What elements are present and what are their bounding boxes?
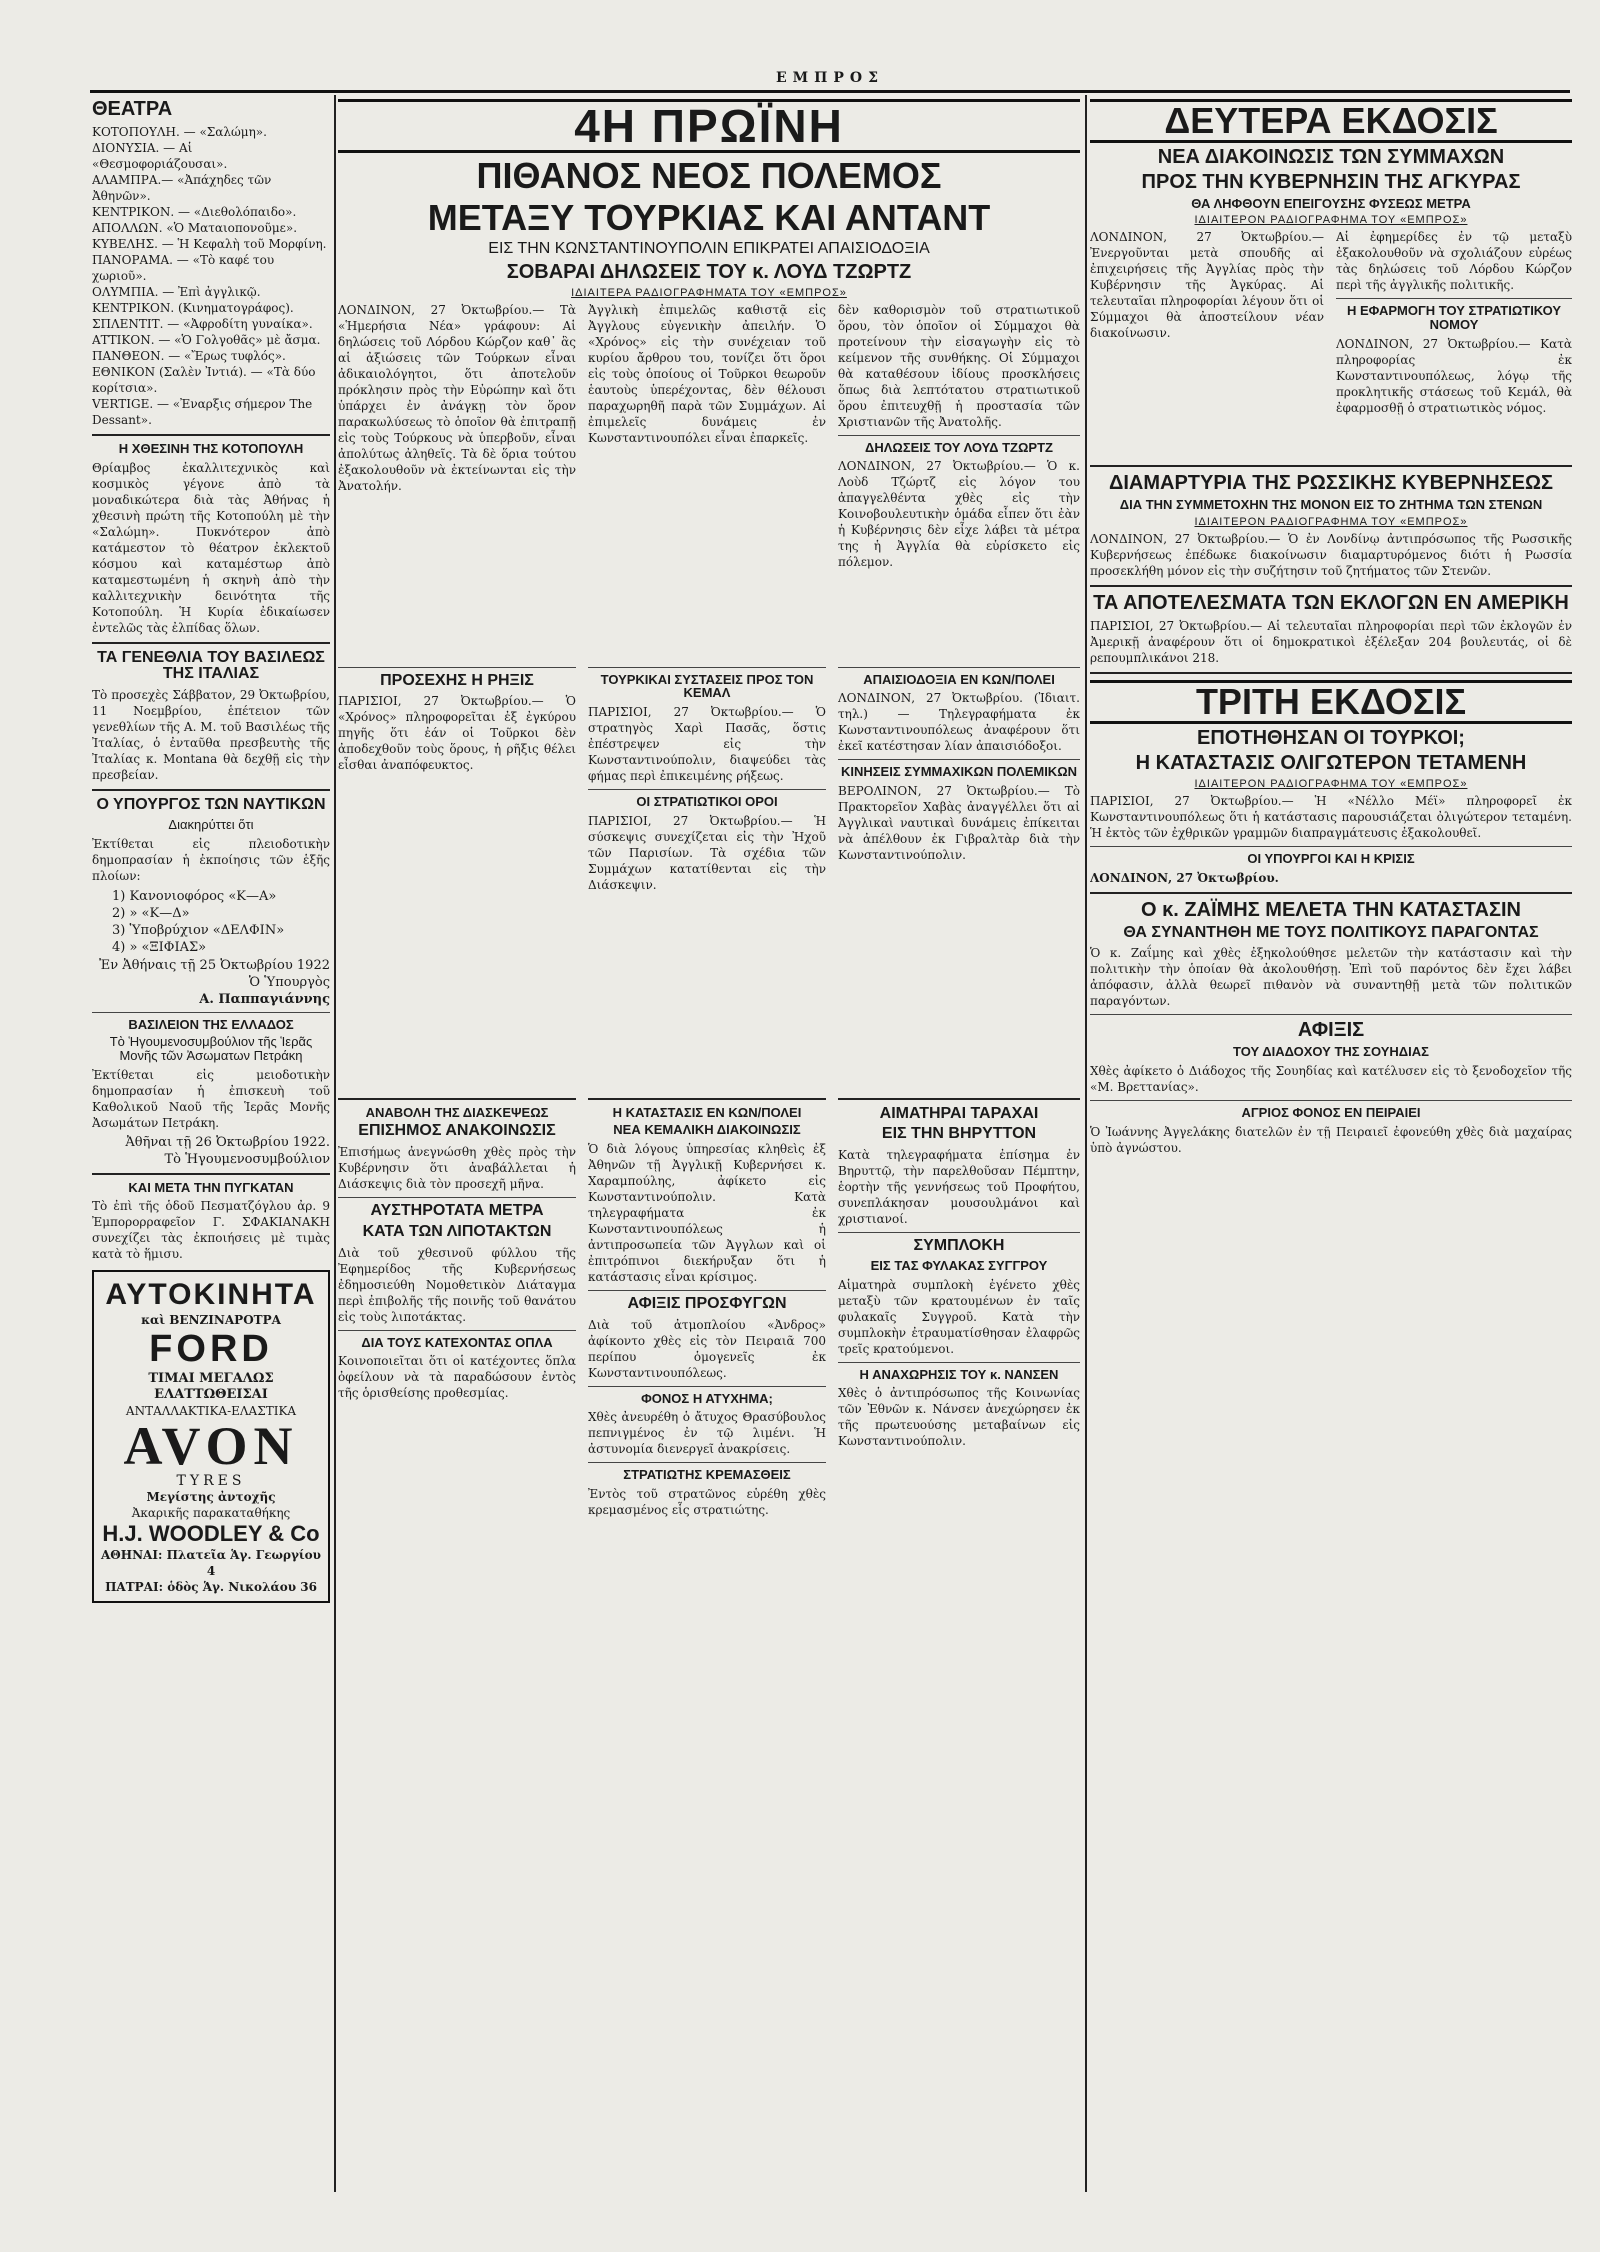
strict-text: Διὰ τοῦ χθεσινοῦ φύλλου τῆς Ἐφημερίδος τῆς Κυβερνήσεως ἐδημοσιεύθη Νομοθετικὸν Διάταγμα περὶ ἐπιβολῆς τῆς ποινῆς τοῦ θανάτου εἰς τοὺς λιποτάκτας.: [338, 1245, 576, 1324]
theatre-item: ΣΠΛΕΝΤΙΤ. — «Ἀφροδίτη γυναίκα».: [92, 317, 313, 331]
pessimism-title: ΑΠΑΙΣΙΟΔΟΞΙΑ ΕΝ ΚΩΝ/ΠΟΛΕΙ: [863, 671, 1055, 687]
kingdom-title: ΒΑΣΙΛΕΙΟΝ ΤΗΣ ΕΛΛΑΔΟΣ: [128, 1016, 294, 1032]
zaimis-subtitle: ΘΑ ΣΥΝΑΝΤΗΘΗ ΜΕ ΤΟΥΣ ΠΟΛΙΤΙΚΟΥΣ ΠΑΡΑΓΟΝΤΑΣ: [1123, 923, 1539, 941]
kemal-title: ΤΟΥΡΚΙΚΑΙ ΣΥΣΤΑΣΕΙΣ ΠΡΟΣ ΤΟΝ ΚΕΜΑΛ: [600, 671, 814, 701]
piraeus-title: ΑΓΡΙΟΣ ΦΟΝΟΣ ΕΝ ΠΕΙΡΑΙΕΙ: [1241, 1104, 1421, 1120]
russia-subtitle: ΔΙΑ ΤΗΝ ΣΥΜΜΕΤΟΧΗΝ ΤΗΣ ΜΟΝΟΝ ΕΙΣ ΤΟ ΖΗΤΗΜΑ ΤΩΝ ΣΤΕΝΩΝ: [1119, 497, 1543, 513]
pessimism-text: ΛΟΝΔΙΝΟΝ, 27 Ὀκτωβρίου. (Ἰδιαιτ. τηλ.) — Τηλεγραφήματα ἐκ Κωνσταντινουπόλεως ἀναφέρουν ὅτι ἐκεῖ κατέστησαν λίαν ἀπαισιόδοξοι.: [838, 691, 1080, 754]
theatre-item: ΑΛΑΜΠΡΑ.— «Ἀπάχηδες τῶν Ἀθηνῶν».: [92, 173, 272, 203]
theatre-item: ΠΑΝΟΡΑΜΑ. — «Τὸ καφέ του χωριοῦ».: [92, 253, 275, 283]
refugees-title: ΑΦΙΞΙΣ ΠΡΟΣΦΥΓΩΝ: [627, 1294, 787, 1312]
theatre-list: [92, 124, 330, 428]
jail-subtitle: ΕΙΣ ΤΑΣ ΦΥΛΑΚΑΣ ΣΥΓΓΡΟΥ: [870, 1258, 1048, 1274]
terms-title: ΟΙ ΣΤΡΑΤΙΩΤΙΚΟΙ ΟΡΟΙ: [636, 793, 778, 809]
ad-firm: H.J. WOODLEY & Co: [102, 1521, 320, 1547]
navy-title: Ο ΥΠΟΥΡΓΟΣ ΤΩΝ ΝΑΥΤΙΚΩΝ: [96, 796, 326, 814]
theatre-item: ΚΕΝΤΡΙΚΟΝ. — «Διεθολόπαιδο».: [92, 205, 297, 219]
turks-source: ΙΔΙΑΙΤΕΡΟΝ ΡΑΔΙΟΓΡΑΦΗΜΑ ΤΟΥ «ΕΜΠΡΟΣ»: [1194, 777, 1468, 790]
column-rule: [334, 95, 336, 2192]
theatre-item: ΑΤΤΙΚΟΝ. — «Ὁ Γολγοθᾶς» μὲ ἄσμα.: [92, 333, 321, 347]
martial-law-text: ΛΟΝΔΙΝΟΝ, 27 Ὀκτωβρίου.— Κατὰ πληροφορίας ἐκ Κωνσταντινουπόλεως, λόγῳ τῆς προκλητικῆς στάσεως τοῦ Κεμάλ, θὰ ἐφαρμοσθῇ ὁ στρατιωτικὸς νόμος.: [1336, 336, 1572, 415]
kotopouli-text: Θρίαμβος ἐκαλλιτεχνικὸς καὶ κοσμικὸς γέγονε ἀπὸ τὰ μοναδικώτερα διὰ τὰς Ἀθήνας ἡ χθεσινὴ πρώτη τῆς Κοτοπούλη μὲ τὴν «Σαλώμη». Πυκνότερον ἀπὸ κατάμεστον τὸ θέατρον ἐκλεκτοῦ κόσμου καὶ καταμέστωρ ἀπὸ καταμεστωμένη ἡ σκηνὴ ἀπὸ τὴν καλλιτεχνικὴν δεινότητα τῆς Κοτοπούλη. Ἡ Κυρία ἐδικαίωσεν ἐντελῶς τὰς ἐλπίδας ὅλων.: [92, 460, 330, 635]
ad-line-7: ΑΘΗΝΑΙ: Πλατεῖα Ἁγ. Γεωργίου 4: [100, 1548, 322, 1579]
ad-line-1: ΑΥΤΟΚΙΝΗΤΑ: [105, 1278, 317, 1312]
weapons-title: ΔΙΑ ΤΟΥΣ ΚΑΤΕΧΟΝΤΑΣ ΟΠΛΑ: [361, 1334, 553, 1350]
main-story-col-3-wrap: [838, 302, 1080, 575]
strict-subtitle: ΚΑΤΑ ΤΩΝ ΛΙΠΟΤΑΚΤΩΝ: [362, 1222, 552, 1240]
third-edition-title: ΤΡΙΤΗ ΕΚΔΟΣΙΣ: [1090, 680, 1572, 724]
kotopouli-title: Η ΧΘΕΣΙΝΗ ΤΗΣ ΚΟΤΟΠΟΥΛΗ: [118, 441, 304, 456]
rupture-title: ΠΡΟΣΕΧΗΣ Η ΡΗΞΙΣ: [380, 671, 534, 689]
lower-col-2: [588, 1092, 826, 1522]
soldier-title: ΣΤΡΑΤΙΩΤΗΣ ΚΡΕΜΑΣΘΕΙΣ: [623, 1467, 791, 1483]
main-headline-3: ΕΙΣ ΤΗΝ ΚΩΝΣΤΑΝΤΙΝΟΥΠΟΛΙΝ ΕΠΙΚΡΑΤΕΙ ΑΠΑΙΣΙΟΔΟΞΙΑ: [488, 239, 930, 257]
theatre-item: ΔΙΟΝΥΣΙΑ. — Αἱ «Θεσμοφοριάζουσαι».: [92, 141, 228, 171]
allies-headline-1: ΝΕΑ ΔΙΑΚΟΙΝΩΣΙΣ ΤΩΝ ΣΥΜΜΑΧΩΝ: [1157, 145, 1505, 168]
kingdom-text: Ἐκτίθεται εἰς μειοδοτικὴν δημοπρασίαν ἡ ἐπισκευὴ τοῦ Καθολικοῦ Ναοῦ τῆς Ἱερᾶς Μονῆς Ἀσωμάτων Πετράκη.: [92, 1067, 330, 1130]
theatre-item: ΕΘΝΙΚΟΝ (Σαλὲν Ἰντιά). — «Τὰ δύο κορίτσια».: [92, 365, 316, 395]
nansen-text: Χθὲς ὁ ἀντιπρόσωπος τῆς Κοινωνίας τῶν Ἐθνῶν κ. Νάνσεν ἀνεχώρησεν ἐκ τῆς πρωτευούσης μεταβαίνων εἰς Κωνσταντινούπολιν.: [838, 1386, 1080, 1449]
navy-list: [92, 888, 330, 956]
main-headline-4: ΣΟΒΑΡΑΙ ΔΗΛΩΣΕΙΣ ΤΟΥ κ. ΛΟΥΔ ΤΖΩΡΤΖ: [506, 260, 912, 283]
edition-title: 4Η ΠΡΩΪΝΗ: [338, 99, 1080, 153]
lower-col-3: [838, 1092, 1080, 1454]
rupture-text: ΠΑΡΙΣΙΟΙ, 27 Ὀκτωβρίου.— Ὁ «Χρόνος» πληροφορεῖται ἐξ ἐγκύρου πηγῆς ὅτι ἐάν οἱ Τοῦρκοι δὲν ἀποδεχθοῦν τοὺς ὅρους, ἡ ρῆξις θέλει εἶσθαι ἀναπόφευκτος.: [338, 694, 576, 773]
blood-title: ΑΙΜΑΤΗΡΑΙ ΤΑΡΑΧΑΙ: [879, 1104, 1039, 1122]
main-headline-5: ΙΔΙΑΙΤΕΡΑ ΡΑΔΙΟΓΡΑΦΗΜΑΤΑ ΤΟΥ «ΕΜΠΡΟΣ»: [571, 286, 847, 299]
center-column: [338, 95, 1080, 2192]
main-story-col-2: Ἀγγλικὴ ἐπιμελῶς καθιστᾷ εἰς Ἀγγλους εὐγενικὴν ἀπειλήν. Ὁ «Χρόνος» εἰς τὴν συνέχειαν τοῦ κυρίου ἄρθρου του, τονίζει ὅτι ὅροι εἰς τοὺς ὁποίους οἱ Τοῦρκοι θεωροῦν ἑαυτοὺς ὑπερέχοντας, δὲν θέλουσι παραχωρηθῆ παρὰ τῶν Συμμάχων. Αἱ ἐπιμελεῖς δυνάμεις ἐν Κωνσταντινουπόλει εἶναι ἐπαρκεῖς.: [588, 302, 826, 445]
navy-text: Ἐκτίθεται εἰς πλειοδοτικὴν δημοπρασίαν ἡ ἐκποίησις τῶν ἑξῆς πλοίων:: [92, 836, 330, 883]
ad-line-6: Ἀκαρικῆς παρακαταθήκης: [131, 1506, 291, 1521]
ad-avon: AVON: [123, 1416, 299, 1477]
jail-text: Αἱματηρὰ συμπλοκὴ ἐγένετο χθὲς μεταξὺ τῶν κρατουμένων ἐν ταῖς φυλακαῖς Συγγροῦ. Κατὰ τὴν συμπλοκὴν ἐτραυματίσθησαν ἐλαφρῶς τρεῖς κρατούμενοι.: [838, 1277, 1080, 1356]
zaimis-text: Ὁ κ. Ζαΐμης καὶ χθὲς ἐξηκολούθησε μελετῶν τὴν κατάστασιν καὶ τὴν πολιτικὴν τὴν ὁποίαν θὰ ἀκολουθήσῃ. Ἐπὶ τοῦ παρόντος δὲν ἔχει λάβει ἀπόφασιν, ἀλλὰ θεωρεῖ πιθανὸν νὰ συναντηθῇ μετὰ τῶν πολιτικῶν παραγόντων.: [1090, 946, 1572, 1009]
crisis-title: ΟΙ ΥΠΟΥΡΓΟΙ ΚΑΙ Η ΚΡΙΣΙΣ: [1247, 850, 1415, 866]
middle-col-3: [838, 662, 1080, 867]
theatre-item: ΟΛΥΜΠΙΑ. — Ἐπὶ ἀγγλικῷ.: [92, 285, 261, 299]
theatre-item: ΚΥΒΕΛΗΣ. — Ἡ Κεφαλὴ τοῦ Μορφίνη.: [92, 237, 327, 251]
main-headline-1: ΠΙΘΑΝΟΣ ΝΕΟΣ ΠΟΛΕΜΟΣ: [476, 155, 942, 197]
main-story-col-3: δὲν καθορισμὸν τοῦ στρατιωτικοῦ ὅρου, τὸν ὁποῖον οἱ Σύμμαχοι θὰ προτείνουν τὴν εἰσαγωγὴν εἰς τὸ κείμενον τῆς συνθήκης. Οἱ Σύμμαχοι θὰ καταθέσουν ἰδίους προσκλήσεις ὅπως διὰ λεπτότατου στρατιωτικοῦ ὅρου ἐπιτευχθῇ ἡ προστασία τῶν Χριστιανῶν τῆς Ἀνατολῆς.: [838, 302, 1080, 429]
murder-title: ΦΟΝΟΣ Η ΑΤΥΧΗΜΑ;: [641, 1390, 773, 1406]
refugees-text: Διὰ τοῦ ἀτμοπλοίου «Ἀνδρος» ἀφίκοντο χθὲς εἰς τὸν Πειραιᾶ 700 περίπου ὁμογενεῖς ἐκ Κωνσταντινουπόλεως.: [588, 1317, 826, 1380]
kpoli-text: Ὁ διὰ λόγους ὑπηρεσίας κληθεὶς ἐξ Ἀθηνῶν τῇ Ἀγγλικῇ Κυβερνήσει κ. Χαραμπούλης, ἀφίκετο εἰς Κωνσταντινούπολιν. Κατὰ τηλεγραφήματα ἐκ Κωνσταντινουπόλεως ἡ ἀντιπροσωπεία τῶν Ἀγγλων καὶ οἱ ἐπιτρόπινοι διεκήρυξαν ὅτι ἡ κατάστασις εἶναι κρίσιμος.: [588, 1141, 826, 1284]
middle-col-2: [588, 662, 826, 897]
main-story: [338, 302, 1080, 662]
murder-text: Χθὲς ἀνευρέθη ὁ ἄτυχος Θρασύβουλος πεπνιγμένος ἐν τῷ λιμένι. Ἡ ἀστυνομία διενεργεῖ ἀνακρίσεις.: [588, 1410, 826, 1457]
piraeus-text: Ὁ Ἰωάννης Ἀγγελάκης διατελῶν ἐν τῇ Πειραιεῖ ἐφονεύθη χθὲς διὰ μαχαίρας ὑπὸ ἀγνώστου.: [1090, 1124, 1572, 1155]
kingdom-subtitle: Τὸ Ἡγουμενοσυμβούλιον τῆς Ἱερᾶς Μονῆς τῶν Ἀσωματων Πετράκη: [109, 1034, 313, 1063]
zaimis-title: Ο κ. ΖΑΪΜΗΣ ΜΕΛΕΤΑ ΤΗΝ ΚΑΤΑΣΤΑΣΙΝ: [1141, 898, 1521, 921]
lower-stories: [338, 1092, 1080, 1992]
kingdom-signature: Τὸ Ἡγουμενοσυμβούλιον: [164, 1151, 330, 1167]
pigkatan-title: ΚΑΙ ΜΕΤΑ ΤΗΝ ΠΥΓΚΑΤΑΝ: [128, 1179, 294, 1195]
theatre-item: VERTIGE. — «Ἐναρξις σήμερον The Dessant».: [92, 397, 313, 427]
birthday-text: Τὸ προσεχὲς Σάββατον, 29 Ὀκτωβρίου, 11 Νοεμβρίου, ἑπέτειον τῶν γενεθλίων τῆς Α. Μ. τοῦ Βασιλέως τῆς Ἰταλίας, ὁ ἐνταῦθα πρεσβευτὴς τῆς Ἰταλίας κ. Montana θὰ δεχθῇ εἰς τὴν πρεσβείαν.: [92, 688, 330, 783]
ad-line-5: Μεγίστης ἀντοχῆς: [146, 1490, 276, 1505]
kemal-text: ΠΑΡΙΣΙΟΙ, 27 Ὀκτωβρίου.— Ὁ στρατηγὸς Χαρὶ Πασᾶς, ὅστις ἐπέστρεψεν εἰς τὴν Κωνσταντινούπολιν, διαψεύδει τὰς φήμας περὶ ἐπικειμένης ρήξεως.: [588, 704, 826, 783]
sweden-subtitle: ΤΟΥ ΔΙΑΔΟΧΟΥ ΤΗΣ ΣΟΥΗΔΙΑΣ: [1233, 1044, 1429, 1060]
pigkatan-text: Τὸ ἐπὶ τῆς ὁδοῦ Πεσματζόγλου ἀρ. 9 Ἐμπορορραφεῖον Γ. ΣΦΑΚΙΑΝΑΚΗ συνεχίζει τὰς ἐκποιήσεις μὲ τιμὰς κατὰ τὸ ἥμισυ.: [92, 1199, 330, 1262]
blood-subtitle: ΕΙΣ ΤΗΝ ΒΗΡΥΤΤΟΝ: [881, 1125, 1037, 1143]
navy-signature-title: Ὁ Ὑπουργὸς: [248, 974, 330, 990]
middle-stories: [338, 662, 1080, 1092]
jail-title: ΣΥΜΠΛΟΚΗ: [913, 1237, 1005, 1255]
turks-headline-2: Η ΚΑΤΑΣΤΑΣΙΣ ΟΛΙΓΩΤΕΡΟΝ ΤΕΤΑΜΕΝΗ: [1135, 751, 1527, 774]
theatre-item: ΠΑΝΘΕΟΝ. — «Ἔρως τυφλός».: [92, 349, 286, 363]
ls-text: ΛΟΝΔΙΝΟΝ, 27 Ὀκτωβρίου.— Ὁ κ. Λοὺδ Τζώρτζ εἰς λόγον του ἀπαγγελθέντα χθὲς εἰς τὴν Κοινοβουλευτικὴν ὁμάδα εἶπεν ὅτι ἐὰν ἡ Κυβέρνησις δὲν εἶχε λάβει τὰ μέτρα της ἡ Ἀγγλία θὰ εὑρίσκετο εἰς πόλεμον.: [838, 459, 1080, 570]
kpoli-title: Η ΚΑΤΑΣΤΑΣΙΣ ΕΝ ΚΩΝ/ΠΟΛΕΙ: [612, 1104, 802, 1120]
ford-advertisement: [92, 1270, 330, 1603]
strict-title: ΑΥΣΤΗΡΟΤΑΤΑ ΜΕΤΡΑ: [370, 1202, 544, 1220]
theatre-title: ΘΕΑΤΡΑ: [92, 98, 173, 120]
allies-story: [1090, 229, 1572, 459]
navy-list-item: 1) Κανονιοφόρος «Κ—Α»: [112, 888, 277, 904]
ls-title: ΔΗΛΩΣΕΙΣ ΤΟΥ ΛΟΥΔ ΤΖΩΡΤΖ: [865, 439, 1053, 455]
ad-line-2: καὶ ΒΕΝΖΙΝΑΡΟΤΡΑ: [141, 1313, 281, 1328]
column-rule: [1085, 95, 1087, 2192]
right-column: [1090, 95, 1572, 2192]
sweden-title: ΑΦΙΞΙΣ: [1297, 1019, 1365, 1042]
allies-text-2: Αἱ ἐφημερίδες ἐν τῷ μεταξὺ ἐξακολουθοῦν νὰ σχολιάζουν εὐρέως τὰς δηλώσεις τοῦ Λόρδου Κώρζον περὶ τῆς ἀγγλικῆς πολιτικῆς.: [1336, 230, 1572, 293]
ad-line-4: ΑΝΤΑΛΛΑΚΤΙΚΑ-ΕΛΑΣΤΙΚΑ: [125, 1404, 297, 1419]
ad-line-3: ΤΙΜΑΙ ΜΕΓΑΛΩΣ ΕΛΑΤΤΩΘΕΙΣΑΙ: [148, 1371, 274, 1403]
navy-subtitle: Διακηρύττει ὅτι: [168, 817, 254, 833]
martial-law-title: Η ΕΦΑΡΜΟΓΗ ΤΟΥ ΣΤΡΑΤΙΩΤΙΚΟΥ ΝΟΜΟΥ: [1346, 303, 1562, 333]
theatre-item: ΑΠΟΛΛΩΝ. «Ὁ Ματαιοπονοῦμε».: [92, 221, 298, 235]
allies-headline-2: ΠΡΟΣ ΤΗΝ ΚΥΒΕΡΝΗΣΙΝ ΤΗΣ ΑΓΚΥΡΑΣ: [1141, 170, 1521, 193]
nansen-title: Η ΑΝΑΧΩΡΗΣΙΣ ΤΟΥ κ. ΝΑΝΣΕΝ: [859, 1366, 1059, 1382]
allies-headline-4: ΙΔΙΑΙΤΕΡΟΝ ΡΑΔΙΟΓΡΑΦΗΜΑ ΤΟΥ «ΕΜΠΡΟΣ»: [1194, 214, 1468, 227]
kpoli-subtitle: ΝΕΑ ΚΕΜΑΛΙΚΗ ΔΙΑΚΟΙΝΩΣΙΣ: [613, 1122, 801, 1138]
navy-signature: Α. Παππαγιάννης: [199, 991, 330, 1007]
lower-col-1: [338, 1092, 576, 1406]
naval-text: ΒΕΡΟΛΙΝΟΝ, 27 Ὀκτωβρίου.— Τὸ Πρακτορεῖον Χαβὰς ἀναγγέλλει ὅτι αἱ Ἀγγλικαὶ ναυτικαὶ δυνάμεις ἐπίκειται νὰ ἀπέλθουν ἐκ Γιβραλτὰρ διὰ τὴν Κωνσταντινούπολιν.: [838, 783, 1080, 862]
navy-list-item: 3) Ὑποβρύχιον «ΔΕΛΦΙΝ»: [112, 922, 285, 938]
navy-list-item: 4) » «ΞΙΦΙΑΣ»: [112, 939, 207, 955]
soldier-text: Ἐντὸς τοῦ στρατῶνος εὑρέθη χθὲς κρεμασμένος εἷς στρατιώτης.: [588, 1487, 826, 1518]
conference-subtitle: ΕΠΙΣΗΜΟΣ ΑΝΑΚΟΙΝΩΣΙΣ: [358, 1122, 556, 1140]
russia-title: ΔΙΑΜΑΡΤΥΡΙΑ ΤΗΣ ΡΩΣΣΙΚΗΣ ΚΥΒΕΡΝΗΣΕΩΣ: [1108, 472, 1554, 495]
us-elections-text: ΠΑΡΙΣΙΟΙ, 27 Ὀκτωβρίου.— Αἱ τελευταῖαι πληροφορίαι περὶ τῶν ἐκλογῶν ἐν Ἀμερικῇ ἀναφέρουν ὅτι οἱ δημοκρατικοὶ ἐξέλεξαν 204 βουλευτάς, οἱ δὲ ρεπουμπλικάνοι 218.: [1090, 619, 1572, 666]
sweden-text: Χθὲς ἀφίκετο ὁ Διάδοχος τῆς Σουηδίας καὶ κατέλυσεν εἰς τὸ ξενοδοχεῖον τῆς «Μ. Βρεττανίας».: [1090, 1063, 1572, 1094]
main-headline-2: ΜΕΤΑΞΥ ΤΟΥΡΚΙΑΣ ΚΑΙ ΑΝΤΑΝΤ: [427, 197, 991, 239]
second-edition-title: ΔΕΥΤΕΡΑ ΕΚΔΟΣΙΣ: [1090, 99, 1572, 143]
left-column: [92, 95, 330, 2192]
turks-headline-1: ΕΠΟΤΗΘΗΣΑΝ ΟΙ ΤΟΥΡΚΟΙ;: [1197, 726, 1465, 749]
kingdom-date: Ἀθῆναι τῇ 26 Ὀκτωβρίου 1922.: [125, 1134, 330, 1150]
blood-text: Κατὰ τηλεγραφήματα ἐπίσημα ἐν Βηρυττῷ, τὴν παρελθοῦσαν Πέμπτην, ἑορτὴν τῆς γεννήσεως τοῦ Προφήτου, συνεπλάκησαν μουσουλμάνοι καὶ χριστιανοί.: [838, 1148, 1080, 1227]
navy-date: Ἐν Ἀθήναις τῇ 25 Ὀκτωβρίου 1922: [99, 957, 330, 973]
ad-brand: FORD: [149, 1328, 273, 1371]
conference-text: Ἐπισήμως ἀνεγνώσθη χθὲς πρὸς τὴν Κυβέρνησιν ὅτι ἀναβάλλεται ἡ Διάσκεψις διὰ τὸν προσεχῆ μῆνα.: [338, 1145, 576, 1192]
terms-text: ΠΑΡΙΣΙΟΙ, 27 Ὀκτωβρίου.— Ἡ σύσκεψις συνεχίζεται εἰς τὴν Ἠχοῦ τῶν Παρισίων. Τὰ σχέδια τῶν Συμμάχων κατατίθενται εἰς τὴν Διάσκεψιν.: [588, 813, 826, 892]
ad-tyres: TYRES: [176, 1473, 246, 1490]
main-story-col-1: ΛΟΝΔΙΝΟΝ, 27 Ὀκτωβρίου.— Τὰ «Ἡμερήσια Νέα» γράφουν: Αἱ δηλώσεις τοῦ Λόρδου Κώρζον καθ᾽ ἃς αἱ ἀξιώσεις τῶν Τούρκων εἶναι ἀδικαιολόγητοι, ὅτι ἀποτελοῦν πρόκλησιν πρὸς τὴν Εὐρώπην καὶ ὅτι ὑπάρχει ἐν ἀνάγκῃ τὸν ὅρον παρακωλύσεως τὸ ὁποῖον θὰ ἐπιτραπῇ εἰς τοὺς Τούρκους νὰ ὑπερβοῦν, εἶναι ἀπολύτως ἀληθεῖς. Τὰ δὲ ὅρια τούτου ἐξακολουθοῦν νὰ ἐκτείνωνται εἰς τὴν Ἀνατολήν.: [338, 302, 576, 493]
masthead: ΕΜΠΡΟΣ: [90, 70, 1570, 93]
naval-title: ΚΙΝΗΣΕΙΣ ΣΥΜΜΑΧΙΚΩΝ ΠΟΛΕΜΙΚΩΝ: [840, 764, 1078, 780]
middle-col-1: [338, 662, 576, 778]
russia-text: ΛΟΝΔΙΝΟΝ, 27 Ὀκτωβρίου.— Ὁ ἐν Λονδίνῳ ἀντιπρόσωπος τῆς Ρωσσικῆς Κυβερνήσεως ἐπέδωκε διακοίνωσιν διαμαρτυρόμενος διότι ἡ Ρωσσία προσεκλήθη μόνον εἰς τὴν συζήτησιν τοῦ ζητήματος τῶν Στενῶν.: [1090, 532, 1572, 579]
ad-line-8: ΠΑΤΡΑΙ: ὁδὸς Ἁγ. Νικολάου 36: [105, 1580, 317, 1595]
allies-headline-3: ΘΑ ΛΗΦΘΟΥΝ ΕΠΕΙΓΟΥΣΗΣ ΦΥΣΕΩΣ ΜΕΤΡΑ: [1191, 195, 1471, 211]
turks-text: ΠΑΡΙΣΙΟΙ, 27 Ὀκτωβρίου.— Ἡ «Νέλλο Μέϊ» πληροφορεῖ ἐκ Κωνσταντινουπόλεως ὅτι ἡ κατάστασις παρουσιάζεται ὀλιγώτερον τεταμένη. Ἡ ἐκτὸς τῶν ἐχθρικῶν γραμμῶν διαπραγμάτευσις ἐξακολουθεῖ.: [1090, 793, 1572, 840]
conference-title: ΑΝΑΒΟΛΗ ΤΗΣ ΔΙΑΣΚΕΨΕΩΣ: [365, 1104, 549, 1120]
allies-right: [1336, 229, 1572, 419]
us-elections-title: ΤΑ ΑΠΟΤΕΛΕΣΜΑΤΑ ΤΩΝ ΕΚΛΟΓΩΝ ΕΝ ΑΜΕΡΙΚΗ: [1093, 592, 1569, 615]
theatre-item: ΚΟΤΟΠΟΥΛΗ. — «Σαλώμη».: [92, 125, 267, 139]
theatre-item: ΚΕΝΤΡΙΚΟΝ. (Κινηματογράφος).: [92, 301, 294, 315]
crisis-text: ΛΟΝΔΙΝΟΝ, 27 Ὀκτωβρίου.: [1090, 870, 1279, 885]
weapons-text: Κοινοποιεῖται ὅτι οἱ κατέχοντες ὅπλα ὀφείλουν νὰ τὰ παραδώσουν ἐντὸς τῆς ὁρισθείσης προθεσμίας.: [338, 1354, 576, 1401]
birthday-title: ΤΑ ΓΕΝΕΘΛΙΑ ΤΟΥ ΒΑΣΙΛΕΩΣ ΤΗΣ ΙΤΑΛΙΑΣ: [97, 648, 325, 683]
navy-list-item: 2) » «Κ—Δ»: [112, 905, 190, 921]
russia-source: ΙΔΙΑΙΤΕΡΟΝ ΡΑΔΙΟΓΡΑΦΗΜΑ ΤΟΥ «ΕΜΠΡΟΣ»: [1194, 516, 1468, 529]
allies-text-1: ΛΟΝΔΙΝΟΝ, 27 Ὀκτωβρίου.— Ἐνεργοῦνται μετὰ σπουδῆς αἱ ἐπιχειρήσεις τῆς Ἀγγλίας πρὸς τὴν Κυβέρνησιν τῆς Ἀγκύρας. Αἱ τελευταῖαι πληροφορίαι λέγουν ὅτι οἱ Σύμμαχοι θὰ ἀποστείλουν νέαν διακοίνωσιν.: [1090, 230, 1324, 341]
